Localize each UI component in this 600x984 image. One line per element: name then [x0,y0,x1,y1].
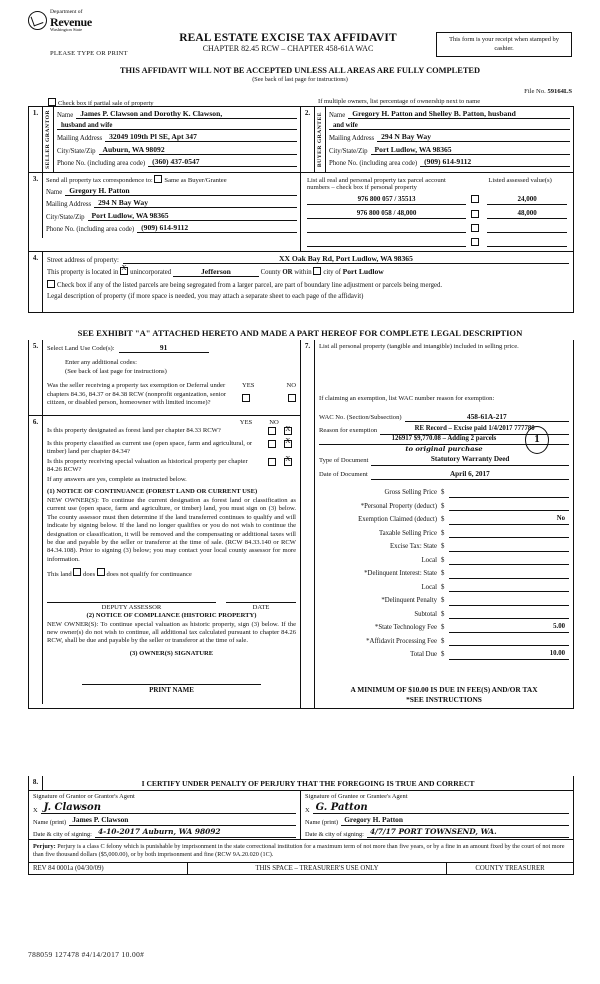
grantee-signature-field[interactable]: X G. Patton [305,802,569,814]
table-row[interactable] [307,223,466,233]
historic-no-checkbox[interactable] [284,458,292,466]
correspondence-section [29,173,301,251]
grantor-date-city-field[interactable]: Date & city of signing: 4-10-2017 Auburn, WA 98092 [33,827,296,838]
buyer-name-2: and wife [329,122,570,130]
section7-number: 7. [301,340,315,708]
file-number: File No. 59164LS [524,88,572,95]
perjury-note: Perjury: Perjury is a class C felony which is punishable by imprisonment in the state correctional institution for a maximum term of not more than five years, or by a fine in an amount fixed by the court of not more than five thousand dollars ($5,000.00), or by both imprisonment and fine (RCW 9A.20.020 (1C). [29,839,573,862]
certify-title: I CERTIFY UNDER PENALTY OF PERJURY THAT THE FOREGOING IS TRUE AND CORRECT [141,779,475,788]
notice3-title: (3) OWNER(S) SIGNATURE [129,649,214,657]
subtotal[interactable]: Subtotal $ [319,609,569,619]
seller-city-field[interactable]: City/State/Zip Auburn, WA 98092 [57,145,297,155]
city-value[interactable]: Port Ludlow [342,266,384,276]
partial-sale-checkbox[interactable]: Check box if partial sale of property [48,98,154,107]
grantor-name-field[interactable]: Name (print) James P. Clawson [33,815,296,826]
section8-number: 8. [29,776,43,790]
if-yes-note: If any answers are yes, complete as instructed below. [47,475,187,483]
reason-exemption-field[interactable]: Reason for exemption RE Record – Excise paid 1/4/2017 777780 [319,425,569,435]
currentuse-yes-checkbox[interactable] [268,440,276,448]
handwritten-circle-annotation: 1 [525,426,549,454]
grantee-signature-block [301,791,573,839]
reason-exemption-line2: 126917 $9,770.08 – Adding 2 parcels [319,435,569,445]
corr-phone-field[interactable]: Phone No. (including area code) (909) 614-9112 [46,223,297,233]
county-value[interactable]: Jefferson [173,267,259,277]
seller-vertical-label: SELLER GRANTOR [43,107,54,172]
state-technology-fee[interactable]: *State Technology Fee $ 5.00 [319,623,569,633]
exemption-claim-label: If claiming an exemption, list WAC number reason for exemption: [319,395,495,403]
exhibit-line: SEE EXHIBIT "A" ATTACHED HERETO AND MADE A PART HEREOF FOR COMPLETE LEGAL DESCRIPTION [77,328,523,338]
grantee-sig-label: Signature of Grantee or Grantee's Agent [305,793,408,800]
section5-see-back: (See back of last page for instructions) [65,367,167,375]
personal-property-deduct[interactable]: *Personal Property (deduct) $ [319,501,569,511]
city-checkbox[interactable] [313,267,321,275]
page-title [138,32,438,53]
section3-number: 3. [29,173,43,238]
delinquent-interest-local[interactable]: Local $ [319,582,569,592]
taxable-selling-price[interactable]: Taxable Selling Price $ [319,528,569,538]
section6-number: 6. [29,416,43,705]
section5-no-checkbox[interactable] [288,394,296,402]
corr-name-field[interactable]: Name Gregory H. Patton [46,186,297,196]
stamp-footer: 788059 127478 #4/14/2017 10.00# [28,950,145,959]
title-main: REAL ESTATE EXCISE TAX AFFIDAVIT [179,32,397,44]
warning-text: THIS AFFIDAVIT WILL NOT BE ACCEPTED UNLESS ALL AREAS ARE FULLY COMPLETED [119,66,481,75]
seller-name-field[interactable]: Name James P. Clawson and Dorothy K. Clawson, [57,109,297,119]
personal-property-checkbox[interactable] [471,195,479,203]
table-row[interactable]: 976 800 057 / 35513 [307,195,466,205]
buyer-section [301,107,573,172]
title-sub: CHAPTER 82.45 RCW – CHAPTER 458-61A WAC [202,44,374,53]
dor-logo [28,10,92,33]
wac-number-field[interactable]: WAC No. (Section/Subsection) 458-61A-217 [319,412,569,422]
located-in-line: This property is located in X unincorporated Jefferson County OR within city of Port Ludlow [47,267,569,277]
total-due[interactable]: Total Due $ 10.00 [319,650,569,660]
see-back-note: (See back of last page for instructions) [252,76,348,83]
segregated-checkbox[interactable] [47,280,55,288]
section4-row [29,251,573,312]
sections-5-6-7 [28,340,574,709]
does-checkbox[interactable] [73,568,81,576]
delinquent-penalty[interactable]: *Delinquent Penalty $ [319,596,569,606]
parcels-section [301,173,573,251]
seller-phone-field[interactable]: Phone No. (including area code) (360) 437-0547 [57,157,297,167]
please-type-label: PLEASE TYPE OR PRINT [50,50,128,57]
print-name-label: PRINT NAME [149,686,194,695]
grantee-name-field[interactable]: Name (print) Gregory H. Patton [305,815,569,826]
section5-number: 5. [29,340,43,415]
excise-tax-state[interactable]: Excise Tax: State $ [319,542,569,552]
table-row[interactable]: 976 800 058 / 48,000 [307,209,466,219]
seller-section [29,107,301,172]
affidavit-processing-fee[interactable]: *Affidavit Processing Fee $ [319,636,569,646]
notice1-body: NEW OWNER(S): To continue the current designation as forest land or classification as current use (open space, farm and agriculture, or timber) land, you must sign on (3) below. The county assessor must then determine if the land transferred continues to qualify and will indicate by signing below. If the land no longer qualifies or you do not wish to continue the designation or classification, it will be removed and the compensating or additional taxes will be due and payable by the seller or transferor at the time of sale. (RCW 84.33.140 or RCW 84.34.108). Prior to signing (3) below; you may contact your local county assessor for more information. [47,496,296,563]
footer-row [29,862,573,874]
main-form-frame [28,106,574,313]
multiple-owners-note: If multiple owners, list percentage of ownership next to name [318,98,481,105]
grantor-sig-label: Signature of Grantor or Grantor's Agent [33,793,135,800]
grantor-signature-field[interactable]: X J. Clawson [33,802,296,814]
checkbox-icon[interactable] [48,98,56,106]
buyer-city-field[interactable]: City/State/Zip Port Ludlow, WA 98365 [329,145,570,155]
buyer-mailing-field[interactable]: Mailing Address 294 N Bay Way [329,132,570,142]
current-use-question[interactable]: Is this property classified as current use (open space, farm and agricultural, or timber) land per chapter 84.34? X [47,440,296,457]
seller-exemption-question: Was the seller receiving a property tax exemption or Deferral under chapters 84.36, 84.37 or 84.38 RCW (nonprofit organization, senior citizen, or disabled person, homeowner with limited income)? [47,382,227,407]
corr-city-field[interactable]: City/State/Zip Port Ludlow, WA 98365 [46,211,297,221]
treasurer-space-label: THIS SPACE – TREASURER'S USE ONLY [188,863,447,874]
seller-mailing-field[interactable]: Mailing Address 32049 109th Pl SE, Apt 347 [57,132,297,142]
send-correspondence-line: Send all property tax correspondence to: Same as Buyer/Grantee [46,176,227,184]
state-label: Washington State [50,27,83,33]
section4-number: 4. [29,252,43,312]
buyer-number: 2. [301,107,315,172]
excise-tax-local[interactable]: Local $ [319,555,569,565]
assessed-header: Listed assessed value(s) [488,176,552,184]
document-date-field[interactable]: Date of Document April 6, 2017 [319,470,569,480]
personal-property-checkbox[interactable] [471,238,479,246]
reason-exemption-line3: to original purchase [405,444,483,453]
document-type-field[interactable]: Type of Document Statutory Warranty Deed [319,455,569,465]
does-not-checkbox[interactable] [97,568,105,576]
historic-question[interactable]: Is this property receiving special valuation as historical property per chapter 84.26 RCW? X [47,458,296,475]
minimum-note: A MINIMUM OF $10.00 IS DUE IN FEE(S) AND/OR TAX *SEE INSTRUCTIONS [350,685,538,704]
dept-label: Department of [50,9,83,15]
checkmark-icon [28,11,47,30]
notice1-title: (1) NOTICE OF CONTINUANCE (FOREST LAND OR CURRENT USE) [47,488,258,496]
delinquent-interest-state[interactable]: *Delinquent Interest: State $ [319,569,569,579]
revenue-label: Revenue [50,14,92,29]
forest-land-question[interactable]: Is this property designated as forest land per chapter 84.33 RCW? X [47,427,296,439]
deputy-date-label: DATE [226,602,296,612]
seller-name-2: husband and wife [57,122,297,130]
notice2-title: (2) NOTICE OF COMPLIANCE (HISTORIC PROPERTY) [86,612,257,620]
corr-mailing-field[interactable]: Mailing Address 294 N Bay Way [46,198,297,208]
form-container [28,9,572,873]
street-address-field[interactable]: Street address of property: XX Oak Bay Rd, Port Ludlow, WA 98365 [47,254,569,264]
buyer-phone-field[interactable]: Phone No. (including area code) (909) 614-9112 [329,157,570,167]
right-column [301,340,573,708]
unincorporated-checkbox[interactable] [120,267,128,275]
additional-codes-label: Enter any additional codes: [65,359,137,367]
segregated-line[interactable]: Check box if any of the listed parcels are being segregated from a larger parcel, are part of boundary line adjustment or parcels being merged. [47,280,569,289]
buyer-name-field[interactable]: Name Gregory H. Patton and Shelley B. Patton, husband [329,109,570,119]
rev-number: REV 84 0001a (04/30/09) [29,863,188,874]
personal-property-checkbox[interactable] [471,224,479,232]
seller-number: 1. [29,107,43,172]
legal-description-note: Legal description of property (if more space is needed, you may attach a separate sheet to each page of the affidavit) [47,292,364,300]
table-row[interactable] [307,237,466,247]
notice2-body: NEW OWNER(S): To continue special valuation as historic property, sign (3) below. If the new owner(s) do not wish to continue, all additional tax calculated pursuant to chapter 84.26 RCW, shall be due and payable by the seller or transferor at the time of sale. [47,620,296,645]
personal-property-label: List all personal property (tangible and intangible) included in selling price. [319,343,519,350]
form-header [28,9,572,107]
exemption-claimed-deduct[interactable]: Exemption Claimed (deduct) $ No [319,515,569,525]
county-treasurer-label: COUNTY TREASURER [475,865,545,873]
parties-row [29,107,573,172]
forest-no-checkbox[interactable] [284,427,292,435]
land-use-code-field[interactable]: Select Land Use Code(s): 91 [47,343,296,353]
parcel-table: List all real and personal property tax parcel account numbers – check box if personal property Listed assessed value(s) 976 800 057 / 35513 24,000 976 800 058 / 48,000 48,000 [304,175,570,249]
grantor-signature-block [29,791,301,839]
section8 [28,776,574,875]
same-as-buyer-checkbox[interactable] [154,175,162,183]
gross-selling-price[interactable]: Gross Selling Price $ [319,488,569,498]
left-column: 5. Select Land Use Code(s): 91 Enter any additional codes: (See back of last page for instructions) Was the seller receiving a property tax exemption or Deferral under chapters 84.36, 84.37 or 84.38 RCW (nonprofit organization, senior citizen, or disabled person, homeowner with limited income)? YES NO 6. YES NO Is this property designated as forest land per chapter 84.33 RCW? X Is this property classified as current use (open space, farm and agricultural, or timber) land per chapter 84.34? X Is this property receiving special valuation as historical property per chapter 84.26 RCW? X If any answers are yes, complete as instructed below. (1) NOTICE OF CONTINUANCE (FOREST LAND OR CURRENT USE) NEW OWNER(S): To continue the current designation as forest land or classification as current use (open space, farm and agriculture, or timber) land, you must sign on (3) below. The county assessor must then determine if the land transferred continues to qualify and will indicate by signing below. If the land no longer qualifies or you do not wish to continue the designation or classification, it will be removed and the compensating or additional taxes will be due and payable by the seller or transferor at the time of sale. (RCW 84.33.140 or RCW 84.34.108). Prior to signing (3) below; you may contact your local county assessor for more information. This land does does not qualify for continuance DEPUTY ASSESSOR DATE (2) NOTICE OF COMPLIANCE (HISTORIC PROPERTY) NEW OWNER(S): To continue special valuation as historic property, sign (3) below. If the new owner(s) do not wish to continue, all additional tax calculated pursuant to chapter 84.26 RCW, shall be due and payable by the seller or transferor at the time of sale. (3) OWNER(S) SIGNATURE PRINT NAME [29,340,301,708]
buyer-vertical-label: BUYER GRANTEE [315,107,326,172]
section3-row [29,172,573,251]
currentuse-no-checkbox[interactable] [284,440,292,448]
historic-yes-checkbox[interactable] [268,458,276,466]
grantee-date-city-field[interactable]: Date & city of signing: 4/7/17 PORT TOWNSEND, WA. [305,827,569,838]
deputy-assessor-label: DEPUTY ASSESSOR [47,602,216,612]
continuance-line[interactable]: This land does does not qualify for continuance [47,568,296,579]
personal-property-checkbox[interactable] [471,210,479,218]
section5-yes-checkbox[interactable] [242,394,250,402]
parcel-header: List all real and personal property tax parcel account numbers – check box if personal property [307,176,446,192]
forest-yes-checkbox[interactable] [268,427,276,435]
receipt-note: This form is your receipt when stamped by cashier. [436,32,572,57]
